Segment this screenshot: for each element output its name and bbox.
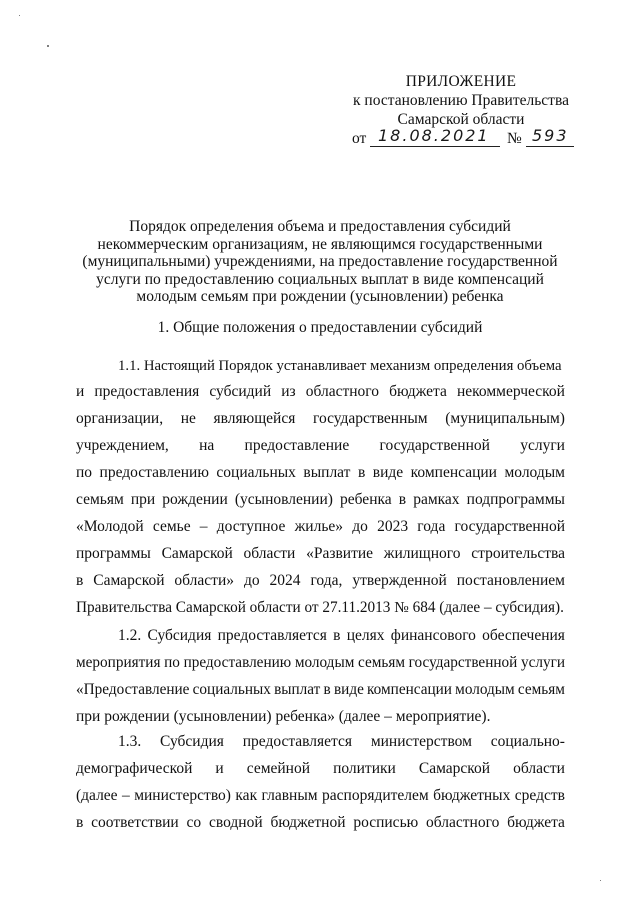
word: в bbox=[398, 491, 407, 508]
word: до bbox=[243, 572, 260, 589]
word: бюджета bbox=[507, 814, 565, 831]
word: (усыновлении) bbox=[234, 491, 333, 508]
word: предоставление bbox=[244, 437, 350, 454]
word: (далее bbox=[76, 787, 118, 804]
paragraph-1-2-line bbox=[76, 679, 565, 701]
word: соответствии bbox=[91, 814, 179, 831]
title-line: некоммерческим организациям, не являющимся государственными bbox=[97, 235, 543, 253]
word: утвержденной bbox=[352, 572, 447, 589]
word: на bbox=[199, 437, 215, 454]
title-line: молодым семьям при рождении (усыновлении) ребенка bbox=[136, 288, 504, 306]
word: бюджета bbox=[389, 383, 447, 400]
paragraph-1-2-line bbox=[118, 625, 565, 647]
word: средств bbox=[514, 787, 565, 804]
word: подпрограммы bbox=[466, 491, 565, 508]
scan-speck bbox=[19, 15, 20, 16]
paragraph-1-2-line bbox=[76, 652, 565, 674]
word: строительства bbox=[471, 545, 565, 562]
word: молодым bbox=[504, 464, 565, 481]
word: социальных bbox=[216, 464, 296, 481]
paragraph-1-3-line bbox=[118, 731, 565, 753]
document-title bbox=[70, 218, 570, 306]
word: предоставлению bbox=[183, 654, 292, 671]
scan-speck bbox=[47, 45, 49, 47]
word: 1.2. bbox=[118, 627, 142, 644]
word: до bbox=[352, 518, 368, 535]
word: Субсидия bbox=[160, 733, 224, 750]
paragraph-1-3-line bbox=[76, 758, 565, 780]
word: из bbox=[281, 383, 296, 400]
word: в bbox=[333, 627, 341, 644]
word: (муниципальным) bbox=[445, 410, 565, 427]
word: 2024 bbox=[269, 572, 301, 589]
word: молодым bbox=[294, 654, 355, 671]
word: года bbox=[417, 518, 446, 535]
section-heading: 1. Общие положения о предоставлении субсидий bbox=[157, 319, 483, 336]
appendix-header bbox=[346, 72, 576, 129]
paragraph-1-1-line bbox=[76, 570, 565, 592]
word: области bbox=[513, 760, 565, 777]
word: области bbox=[243, 545, 296, 562]
word: государственной bbox=[408, 654, 518, 671]
word: молодым bbox=[455, 681, 515, 698]
paragraph-1-1-line bbox=[76, 516, 565, 538]
word: компенсации bbox=[410, 464, 497, 481]
word: организации, bbox=[76, 410, 164, 427]
paragraph-1-1-line bbox=[76, 381, 565, 403]
appendix-title: ПРИЛОЖЕНИЕ bbox=[405, 73, 517, 90]
word: «Развитие bbox=[306, 545, 374, 562]
title-line: Порядок определения объема и предоставления субсидий bbox=[129, 218, 511, 235]
word: рамках bbox=[413, 491, 460, 508]
word: субсидий bbox=[209, 383, 272, 400]
paragraph-1-3-line bbox=[76, 812, 565, 834]
appendix-line-region: Самарской области bbox=[397, 111, 525, 128]
word: 2023 bbox=[377, 518, 409, 535]
word: демографической bbox=[76, 760, 193, 777]
word: выплат bbox=[303, 464, 351, 481]
paragraph-1-1-line bbox=[76, 489, 565, 511]
word: услуги bbox=[520, 654, 565, 671]
date-underline bbox=[370, 146, 500, 147]
word: Самарской bbox=[93, 572, 165, 589]
word: сводной bbox=[209, 814, 263, 831]
word: как bbox=[235, 787, 258, 804]
word: области» bbox=[174, 572, 234, 589]
word: программы bbox=[76, 545, 151, 562]
paragraph-1-1-line bbox=[76, 462, 565, 484]
word: – bbox=[199, 518, 208, 535]
word: обеспечения bbox=[482, 627, 565, 644]
word: в bbox=[323, 681, 331, 698]
resolution-date-number bbox=[352, 128, 582, 152]
word: главным bbox=[261, 787, 318, 804]
word: виде bbox=[372, 464, 404, 481]
word: финансового bbox=[390, 627, 476, 644]
word: министерством bbox=[370, 733, 472, 750]
word: предоставлению bbox=[99, 464, 209, 481]
word: являющейся bbox=[213, 410, 296, 427]
word: бюджетной bbox=[270, 814, 346, 831]
word: рождении bbox=[162, 491, 228, 508]
word: жилищного bbox=[383, 545, 461, 562]
word: предоставляется bbox=[217, 627, 327, 644]
word: бюджетных bbox=[433, 787, 511, 804]
word: «Молодой bbox=[76, 518, 144, 535]
word: целях bbox=[346, 627, 385, 644]
paragraph-1-1-line bbox=[76, 408, 565, 430]
word: – bbox=[122, 787, 130, 804]
word: и bbox=[215, 760, 224, 777]
handwritten-date: 18.08.2021 bbox=[378, 126, 490, 145]
word: виде bbox=[333, 681, 364, 698]
word: распорядителем bbox=[322, 787, 429, 804]
paragraph-1-2-line: при рождении (усыновлении) ребенка» (далее – мероприятие). bbox=[76, 708, 491, 725]
handwritten-number: 593 bbox=[532, 126, 569, 145]
word: областного bbox=[305, 383, 380, 400]
paragraph-1-1-line: Правительства Самарской области от 27.11.2013 № 684 (далее – субсидия). bbox=[76, 599, 564, 616]
word: со bbox=[186, 814, 202, 831]
word: 1.3. bbox=[118, 733, 142, 750]
paragraph-1-1-line: 1.1. Настоящий Порядок устанавливает механизм определения объема bbox=[118, 358, 562, 374]
word: министерство) bbox=[134, 787, 231, 804]
date-prefix: от bbox=[352, 130, 367, 147]
word: политики bbox=[333, 760, 396, 777]
number-sign: № bbox=[507, 130, 522, 147]
word: государственным bbox=[312, 410, 428, 427]
word: постановлением bbox=[456, 572, 565, 589]
word: года, bbox=[310, 572, 343, 589]
word: государственной bbox=[454, 518, 565, 535]
word: семьям bbox=[517, 681, 565, 698]
word: социальных bbox=[192, 681, 271, 698]
word: жилье» bbox=[294, 518, 344, 535]
word: государственной bbox=[379, 437, 490, 454]
word: Самарской bbox=[161, 545, 233, 562]
word: по bbox=[76, 464, 93, 481]
title-line: услуги по предоставлению социальных выплат в виде компенсаций bbox=[96, 270, 544, 288]
word: социально- bbox=[490, 733, 565, 750]
word: мероприятия bbox=[76, 654, 161, 671]
word: Самарской bbox=[418, 760, 491, 777]
word: по bbox=[164, 654, 180, 671]
word: семьям bbox=[76, 491, 124, 508]
word: в bbox=[76, 572, 84, 589]
word: предоставляется bbox=[242, 733, 353, 750]
word: семейной bbox=[246, 760, 311, 777]
word: семье bbox=[152, 518, 191, 535]
word: в bbox=[76, 814, 84, 831]
word: учреждением, bbox=[76, 437, 169, 454]
word: не bbox=[180, 410, 196, 427]
word: «Предоставление bbox=[76, 681, 190, 698]
word: областного bbox=[426, 814, 500, 831]
word: при bbox=[130, 491, 156, 508]
title-line: (муниципальными) учреждениями, на предоставление государственной bbox=[82, 253, 558, 271]
word: услуги bbox=[520, 437, 565, 454]
word: выплат bbox=[274, 681, 321, 698]
paragraph-1-1-line bbox=[76, 543, 565, 565]
word: в bbox=[357, 464, 366, 481]
number-underline bbox=[526, 146, 574, 147]
word: предоставления bbox=[94, 383, 200, 400]
word: Субсидия bbox=[147, 627, 212, 644]
word: ребенка bbox=[340, 491, 392, 508]
scan-speck bbox=[600, 880, 601, 881]
paragraph-1-1-line bbox=[76, 435, 565, 457]
appendix-line-resolution: к постановлению Правительства bbox=[353, 92, 569, 109]
paragraph-1-3-line bbox=[76, 785, 565, 807]
word: компенсации bbox=[367, 681, 452, 698]
word: доступное bbox=[216, 518, 286, 535]
word: семьям bbox=[357, 654, 405, 671]
word: некоммерческой bbox=[456, 383, 565, 400]
word: росписью bbox=[353, 814, 419, 831]
word: и bbox=[76, 383, 85, 400]
